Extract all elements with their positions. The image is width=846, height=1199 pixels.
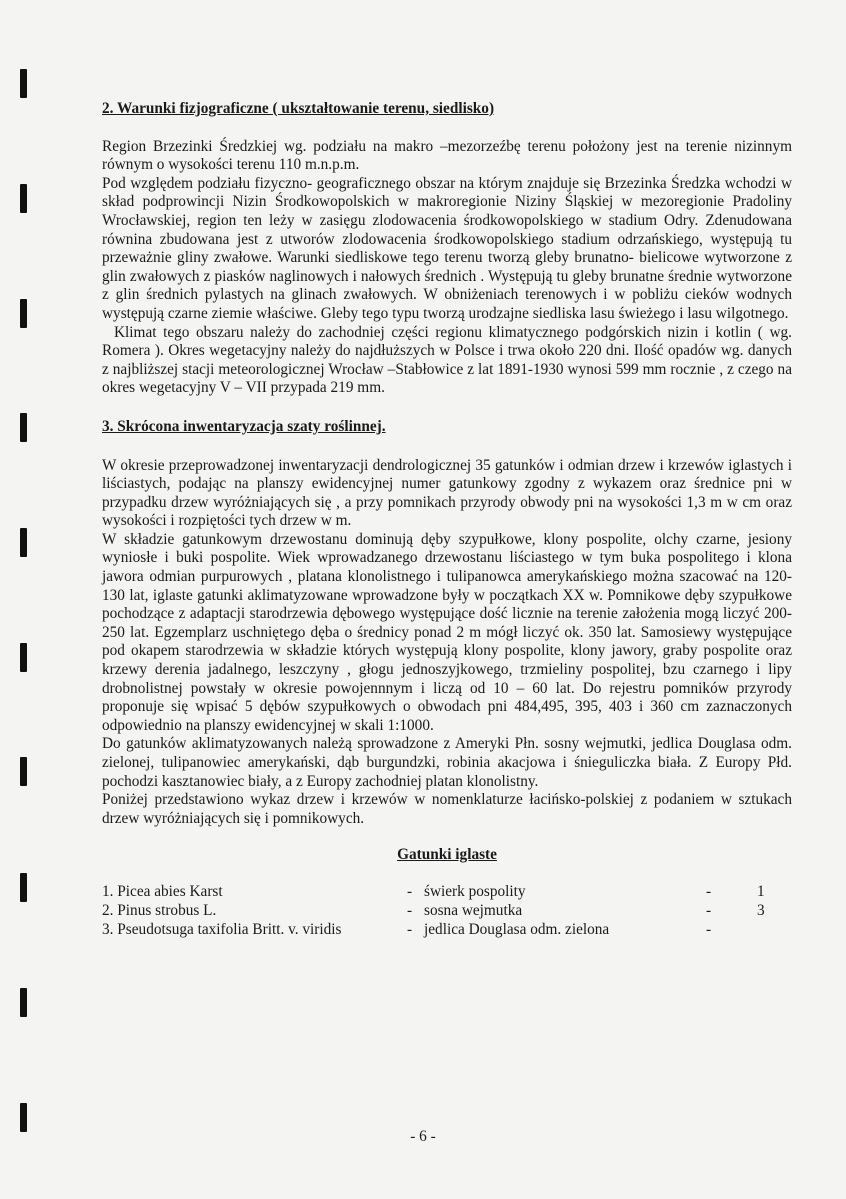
- species-dash: -: [706, 920, 712, 938]
- species-row: [102, 921, 792, 940]
- binder-mark: [20, 184, 27, 213]
- species-count: 1: [757, 882, 765, 900]
- paragraph: Pod względem podziału fizyczno- geograficznego obszar na którym znajduje się Brzezinka Średzka wchodzi w skład podprowincji Nizin Środkowopolskich w makroregionie Niziny Śląskiej w mezoregionie Pradoliny Wrocławskiej, region ten leży w zasięgu zlodowacenia środkowopolskiego w stadium Odry. Zdenudowana równina zbudowana jest z utworów zlodowacenia środkowopolskiego stadium odrzańskiego, występują tu przeważnie gliny zwałowe. Warunki siedliskowe tego terenu tworzą gleby brunatno- bielicowe wytworzone z glin zwałowych z piasków naglinowych i nałowych średnich . Występują tu gleby brunatne średnie wytworzone z glin średnich pylastych na glinach zwałowych. W obniżeniach terenowych i w pobliżu cieków wodnych występują czarne ziemie właściwe. Gleby tego typu tworzą urodzajne siedliska lasu świeżego i lasu wilgotnego.: [102, 174, 792, 322]
- species-polish: świerk pospolity: [424, 882, 526, 900]
- binder-mark: [20, 988, 27, 1017]
- species-separator: -: [407, 901, 413, 919]
- binder-mark: [20, 69, 27, 98]
- paragraph: W okresie przeprowadzonej inwentaryzacji dendrologicznej 35 gatunków i odmian drzew i krzewów iglastych i liściastych, podając na planszy ewidencyjnej numer gatunkowy zgodny z wykazem oraz średnice pni w przypadku drzew wyróżniających się , a przy pomnikach przyrody obwody pni na wysokości 1,3 m w cm oraz wysokości i rozpiętości tych drzew w m.: [102, 456, 792, 530]
- species-row: [102, 883, 792, 902]
- paragraph: Region Brzezinki Średzkiej wg. podziału na makro –mezorzeźbę terenu położony jest na terenie nizinnym równym o wysokości terenu 110 m.n.p.m.: [102, 137, 792, 174]
- paragraph: Klimat tego obszaru należy do zachodniej części regionu klimatycznego podgórskich nizin i kotlin ( wg. Romera ). Okres wegetacyjny należy do najdłuższych w Polsce i trwa około 220 dni. Ilość opadów wg. danych z najbliższej stacji meteorologicznej Wrocław –Stabłowice z lat 1891-1930 wynosi 599 mm rocznie , z czego na okres wegetacyjny V – VII przypada 219 mm.: [102, 323, 792, 397]
- species-separator: -: [407, 882, 413, 900]
- species-dash: -: [706, 882, 712, 900]
- section-heading-inwentaryzacja: 3. Skrócona inwentaryzacja szaty roślinnej.: [102, 417, 386, 435]
- species-latin: 2. Pinus strobus L.: [102, 901, 217, 919]
- page-number: - 6 -: [410, 1128, 436, 1145]
- species-table-heading: Gatunki iglaste: [397, 846, 497, 864]
- species-list: [102, 883, 792, 940]
- species-polish: sosna wejmutka: [424, 901, 523, 919]
- species-dash: -: [706, 901, 712, 919]
- species-latin: 3. Pseudotsuga taxifolia Britt. v. viridis: [102, 920, 342, 938]
- species-row: [102, 902, 792, 921]
- binder-mark: [20, 757, 27, 786]
- binder-mark: [20, 873, 27, 902]
- species-latin: 1. Picea abies Karst: [102, 882, 223, 900]
- section-heading-fizjografia: 2. Warunki fizjograficzne ( ukształtowanie terenu, siedlisko): [102, 100, 495, 117]
- paragraph: Do gatunków aklimatyzowanych należą sprowadzone z Ameryki Płn. sosny wejmutki, jedlica Douglasa odm. zielonej, tulipanowiec amerykański, dąb burgundzki, robinia akacjowa i śnieguliczka biała. Z Europy Płd. pochodzi kasztanowiec biały, a z Europy zachodniej platan klonolistny.: [102, 735, 792, 790]
- species-count: 3: [757, 901, 765, 919]
- species-separator: -: [407, 920, 413, 938]
- paragraph: W składzie gatunkowym drzewostanu dominują dęby szypułkowe, klony pospolite, olchy czarne, jesiony wyniosłe i buki pospolite. Wiek wprowadzanego drzewostanu liściastego w tym buka pospolitego i klona jawora odmian purpurowych , platana klonolistnego i tulipanowca amerykańskiego można szacować na 120-130 lat, iglaste gatunki aklimatyzowane wprowadzone były w początkach XX w. Pomnikowe dęby szypułkowe pochodzące z adaptacji starodrzewia dębowego występujące dość licznie na terenie założenia mogą liczyć 200- 250 lat. Egzemplarz uschniętego dęba o średnicy ponad 2 m mógł liczyć ok. 350 lat. Samosiewy występujące pod okapem starodrzewia w składzie których występują klony pospolite, klony jawory, graby pospolite oraz krzewy derenia jadalnego, leszczyny , głogu jednoszyjkowego, trzmieliny pospolitej, bzu czarnego i lipy drobnolistnej powstały w okresie powojennnym i liczą od 10 – 60 lat. Do rejestru pomników przyrody proponuje się wpisać 5 dębów szypułkowych o obwodach pni 484,495, 395, 403 i 360 cm zaznaczonych odpowiednio na planszy ewidencyjnej w skali 1:1000.: [102, 530, 792, 734]
- document-body: [102, 96, 792, 940]
- binder-mark: [20, 299, 27, 328]
- binder-mark: [20, 528, 27, 557]
- species-polish: jedlica Douglasa odm. zielona: [424, 920, 610, 938]
- binder-mark: [20, 643, 27, 672]
- paragraph: Poniżej przedstawiono wykaz drzew i krzewów w nomenklaturze łacińsko-polskiej z podaniem w sztukach drzew wyróżniających się i pomnikowych.: [102, 791, 792, 827]
- binder-mark: [20, 413, 27, 442]
